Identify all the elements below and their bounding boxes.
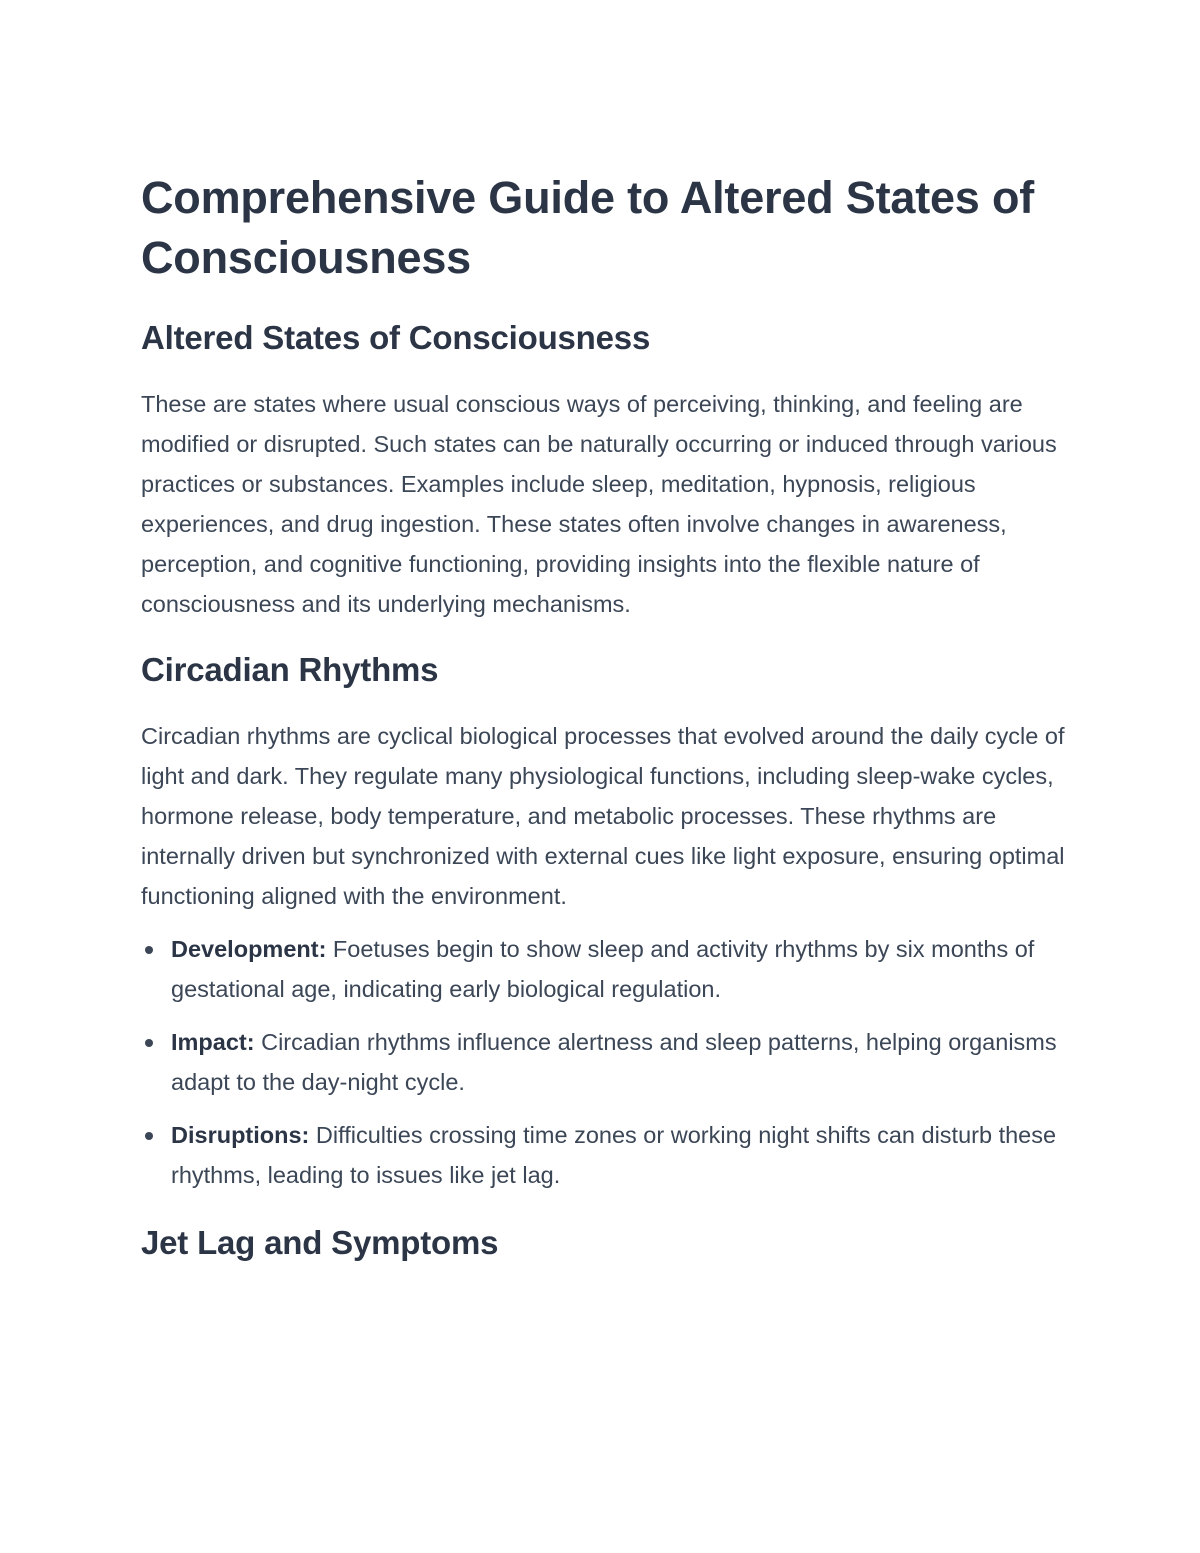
- list-item: [141, 929, 1071, 1009]
- section-heading-jet-lag: Jet Lag and Symptoms: [141, 1224, 499, 1261]
- circadian-bullet-list: [141, 929, 1071, 1195]
- page-title: Comprehensive Guide to Altered States of Consciousness: [141, 172, 1035, 283]
- list-item: [141, 1022, 1071, 1102]
- document-page: [141, 168, 1071, 1265]
- bullet-term: Disruptions:: [171, 1122, 310, 1148]
- bullet-icon: [145, 946, 153, 954]
- bullet-text: Difficulties crossing time zones or working night shifts can disturb these rhythms, leading to issues like jet lag.: [171, 1122, 1057, 1188]
- section-paragraph-altered-states: These are states where usual conscious ways of perceiving, thinking, and feeling are modified or disrupted. Such states can be naturally occurring or induced through various practices or substances. Examples include sleep, meditation, hypnosis, religious experiences, and drug ingestion. These states often involve changes in awareness, perception, and cognitive functioning, providing insights into the flexible nature of consciousness and its underlying mechanisms.: [141, 391, 1057, 617]
- bullet-text: Foetuses begin to show sleep and activity rhythms by six months of gestational age, indicating early biological regulation.: [171, 936, 1035, 1002]
- bullet-term: Impact:: [171, 1029, 255, 1055]
- list-item: [141, 1115, 1071, 1195]
- section-paragraph-circadian-rhythms: Circadian rhythms are cyclical biological processes that evolved around the daily cycle of light and dark. They regulate many physiological functions, including sleep-wake cycles, hormone release, body temperature, and metabolic processes. These rhythms are internally driven but synchronized with external cues like light exposure, ensuring optimal functioning aligned with the environment.: [141, 723, 1065, 909]
- bullet-icon: [145, 1039, 153, 1047]
- bullet-term: Development:: [171, 936, 327, 962]
- section-heading-circadian-rhythms: Circadian Rhythms: [141, 651, 439, 688]
- bullet-text: Circadian rhythms influence alertness and sleep patterns, helping organisms adapt to the day-night cycle.: [171, 1029, 1057, 1095]
- section-heading-altered-states: Altered States of Consciousness: [141, 319, 651, 356]
- bullet-icon: [145, 1132, 153, 1140]
